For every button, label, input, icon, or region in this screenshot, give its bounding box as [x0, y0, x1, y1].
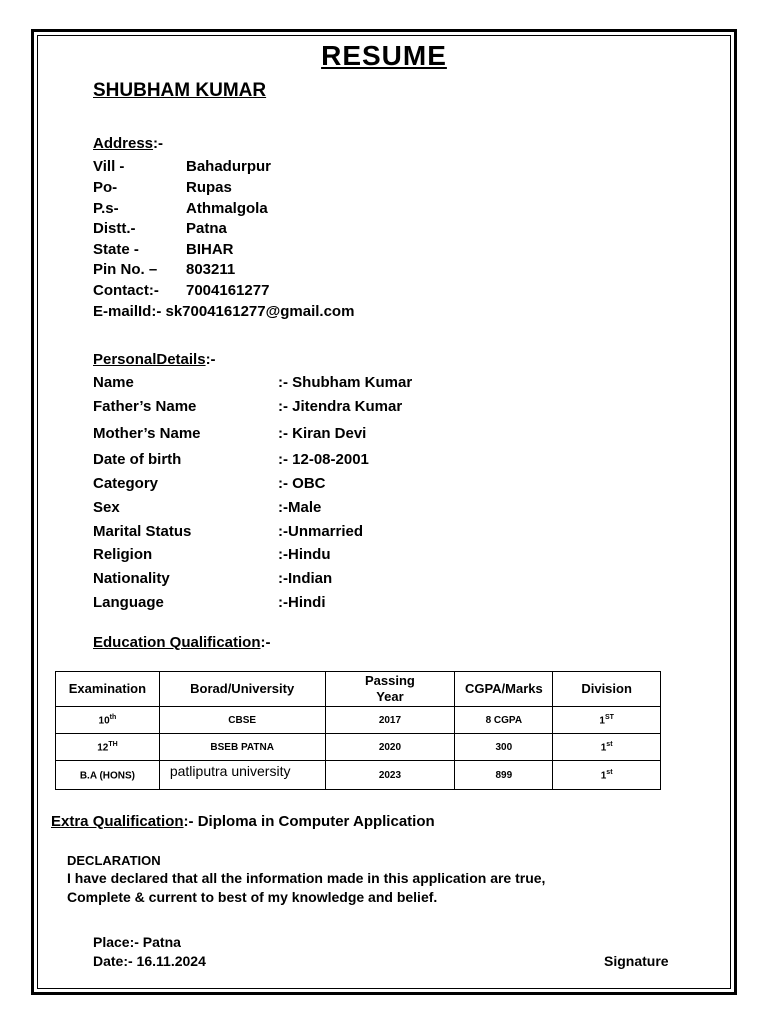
personal-label-religion: Religion [93, 546, 153, 563]
address-email: E-mailId:- sk7004161277@gmail.com [93, 303, 355, 320]
table-row [56, 761, 661, 790]
personal-value-category: :- OBC [278, 475, 326, 492]
personal-label-marital: Marital Status [93, 523, 192, 540]
personal-label-mother: Mother’s Name [93, 425, 201, 442]
education-heading: Education Qualification:- [93, 634, 271, 651]
declaration-heading: DECLARATION [67, 853, 161, 868]
table-cell-board: CBSE [159, 707, 325, 734]
table-cell-exam: 10th [56, 707, 160, 734]
personal-value-name: :- Shubham Kumar [278, 374, 413, 391]
signature: Signature [604, 953, 669, 969]
personal-label-father: Father’s Name [93, 398, 197, 415]
personal-label-language: Language [93, 594, 164, 611]
personal-label-nationality: Nationality [93, 570, 170, 587]
personal-value-religion: :-Hindu [278, 546, 331, 563]
address-label-state: State - [93, 241, 139, 258]
personal-label-category: Category [93, 475, 159, 492]
candidate-name: SHUBHAM KUMAR [93, 80, 267, 101]
personal-value-nationality: :-Indian [278, 570, 333, 587]
personal-value-dob: :- 12-08-2001 [278, 451, 369, 468]
table-cell-board: BSEB PATNA [159, 734, 325, 761]
education-table-header-row [56, 672, 661, 707]
table-cell-division: 1st [553, 734, 661, 761]
personal-value-marital: :-Unmarried [278, 523, 364, 540]
table-cell-year: 2020 [325, 734, 455, 761]
personal-value-sex: :-Male [278, 499, 322, 516]
personal-value-mother: :- Kiran Devi [278, 425, 367, 442]
place: Place:- Patna [93, 934, 181, 950]
personal-value-father: :- Jitendra Kumar [278, 398, 403, 415]
table-header-division: Division [553, 672, 661, 707]
table-cell-division: 1st [553, 761, 661, 790]
address-value-contact: 7004161277 [186, 282, 270, 299]
address-value-pin: 803211 [186, 261, 236, 278]
address-label-pin: Pin No. – [93, 261, 158, 278]
extra-qualification-value: :- Diploma in Computer Application [183, 813, 435, 830]
declaration-line-2: Complete & current to best of my knowledge and belief. [67, 889, 438, 905]
table-cell-exam: 12TH [56, 734, 160, 761]
table-cell-marks: 8 CGPA [455, 707, 553, 734]
personal-value-language: :-Hindi [278, 594, 326, 611]
extra-qualification [51, 813, 435, 830]
table-cell-year: 2023 [325, 761, 455, 790]
address-heading: Address:- [93, 135, 164, 152]
table-cell-board: patliputra university [159, 761, 325, 790]
table-cell-marks: 300 [455, 734, 553, 761]
date: Date:- 16.11.2024 [93, 953, 206, 969]
address-value-po: Rupas [186, 179, 232, 196]
personal-heading: PersonalDetails:- [93, 351, 216, 368]
personal-label-name: Name [93, 374, 134, 391]
table-cell-division: 1ST [553, 707, 661, 734]
table-cell-exam: B.A (HONS) [56, 761, 160, 790]
address-label-contact: Contact:- [93, 282, 159, 299]
education-table [55, 671, 661, 790]
address-label-distt: Distt.- [93, 220, 136, 237]
table-header-passing-year: Passing Year [325, 672, 455, 707]
address-label-ps: P.s- [93, 200, 119, 217]
address-label-po: Po- [93, 179, 118, 196]
table-cell-year: 2017 [325, 707, 455, 734]
table-header-marks: CGPA/Marks [455, 672, 553, 707]
address-value-distt: Patna [186, 220, 227, 237]
extra-qualification-heading: Extra Qualification [51, 813, 184, 830]
table-cell-marks: 899 [455, 761, 553, 790]
table-row [56, 707, 661, 734]
declaration-line-1: I have declared that all the information made in this application are true, [67, 870, 546, 886]
address-label-vill: Vill - [93, 158, 125, 175]
page-border-inner [37, 35, 731, 989]
address-value-state: BIHAR [186, 241, 234, 258]
table-header-examination: Examination [56, 672, 160, 707]
address-value-ps: Athmalgola [186, 200, 268, 217]
table-header-board: Borad/University [159, 672, 325, 707]
personal-label-sex: Sex [93, 499, 120, 516]
table-row [56, 734, 661, 761]
personal-label-dob: Date of birth [93, 451, 182, 468]
address-value-vill: Bahadurpur [186, 158, 272, 175]
document-title: RESUME [321, 40, 447, 71]
